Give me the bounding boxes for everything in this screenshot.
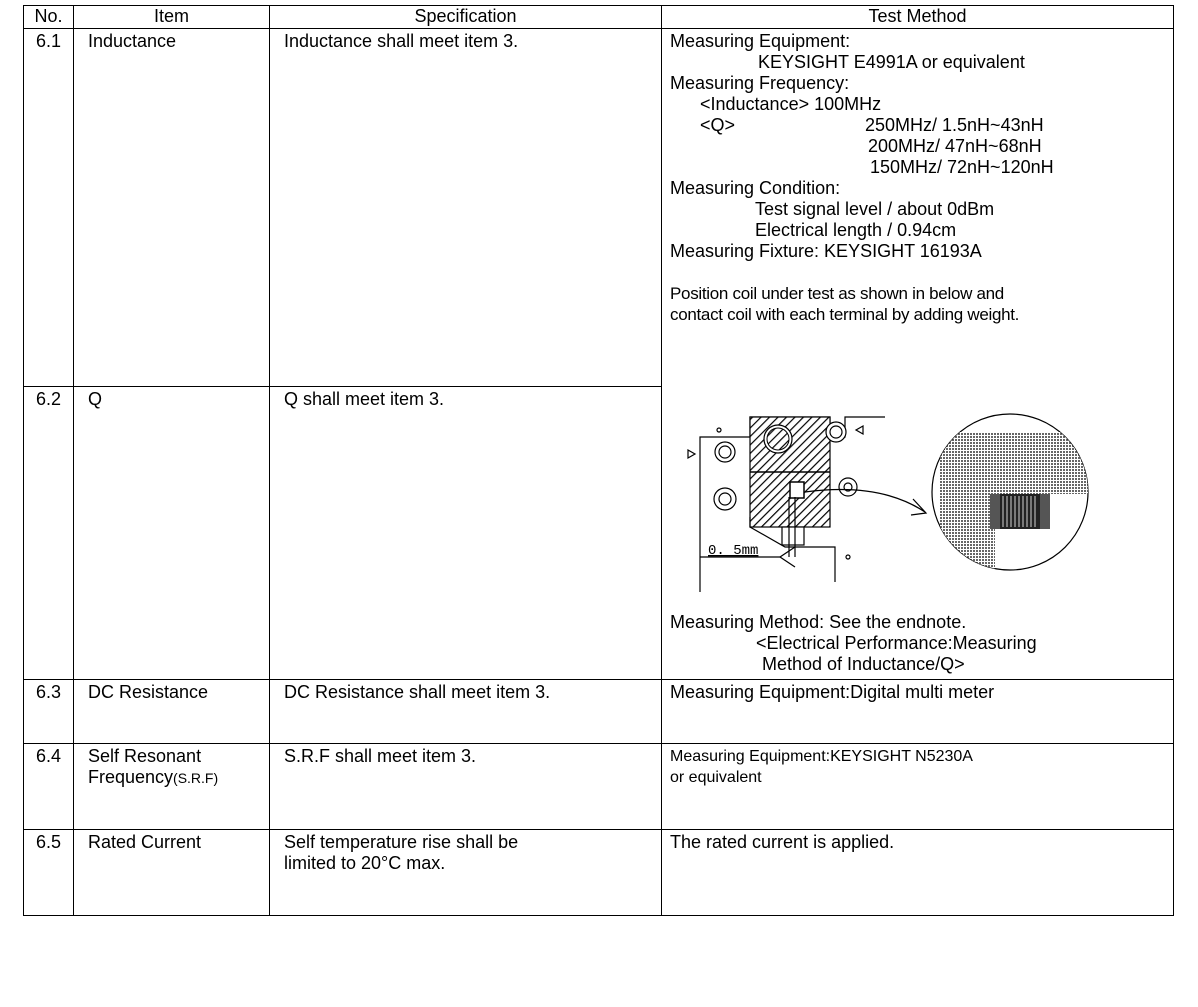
row-spec: DC Resistance shall meet item 3. (270, 680, 662, 744)
condition-1: Test signal level / about 0dBm (755, 199, 995, 219)
frequency-q-2: 200MHz/ 47nH~68nH (868, 136, 1042, 156)
header-item: Item (74, 6, 270, 29)
frequency-q-1: 250MHz/ 1.5nH~43nH (865, 115, 1044, 135)
measuring-method-ref-1: <Electrical Performance:Measuring (756, 632, 1037, 653)
equipment-value: KEYSIGHT E4991A or equivalent (758, 52, 1025, 72)
condition-label: Measuring Condition: (670, 178, 841, 198)
row-item: Q (74, 387, 270, 680)
frequency-q-label: <Q> (700, 115, 736, 135)
row-no: 6.1 (24, 29, 74, 387)
test-method-measuring-setup (662, 29, 1174, 387)
item-line-1: Self Resonant (88, 746, 202, 766)
header-specification: Specification (270, 6, 662, 29)
frequency-q-3: 150MHz/ 72nH~120nH (870, 157, 1054, 177)
row-no: 6.3 (24, 680, 74, 744)
table-row (24, 29, 1174, 387)
header-row (24, 6, 1174, 29)
row-item: Rated Current (74, 830, 270, 916)
row-no: 6.4 (24, 744, 74, 830)
row-item: DC Resistance (74, 680, 270, 744)
row-spec: Inductance shall meet item 3. (270, 29, 662, 387)
equipment-label: Measuring Equipment: (670, 31, 851, 51)
row-spec: S.R.F shall meet item 3. (270, 744, 662, 830)
position-line-1: Position coil under test as shown in below and (670, 284, 1004, 303)
item-line-2b: (S.R.F) (173, 770, 219, 786)
measuring-method-label: Measuring Method: See the endnote. (670, 611, 967, 632)
position-line-2: contact coil with each terminal by adding weight. (670, 305, 1020, 324)
table-row (24, 680, 1174, 744)
spacer (670, 262, 1173, 283)
method-line-2: or equivalent (670, 769, 762, 786)
test-method-figure (662, 387, 1174, 680)
frequency-inductance: <Inductance> 100MHz (700, 94, 882, 114)
fixture-body (688, 417, 926, 592)
fixture-diagram (670, 397, 1165, 592)
row-no: 6.5 (24, 830, 74, 916)
row-method (662, 744, 1174, 830)
measuring-method (670, 612, 1173, 675)
item-line-2 (88, 767, 269, 789)
table-row (24, 744, 1174, 830)
test-spec-table (23, 5, 1174, 916)
row-item (74, 744, 270, 830)
table-row (24, 830, 1174, 916)
header-test-method: Test Method (662, 6, 1174, 29)
frequency-label: Measuring Frequency: (670, 73, 850, 93)
row-no: 6.2 (24, 387, 74, 680)
table-row (24, 387, 1174, 680)
row-item: Inductance (74, 29, 270, 387)
spec-line-1: Self temperature rise shall be (284, 832, 519, 852)
row-spec (270, 830, 662, 916)
row-method: The rated current is applied. (662, 830, 1174, 916)
row-spec: Q shall meet item 3. (270, 387, 662, 680)
item-line-2a: Frequency (88, 767, 174, 787)
condition-2: Electrical length / 0.94cm (755, 220, 957, 240)
method-line-1: Measuring Equipment:KEYSIGHT N5230A (670, 748, 973, 765)
header-no: No. (24, 6, 74, 29)
fixture: Measuring Fixture: KEYSIGHT 16193A (670, 241, 982, 261)
figure-dimension-label: 0. 5mm (708, 542, 759, 559)
magnified-view (932, 414, 1090, 574)
frequency-q-row (670, 115, 1173, 136)
spec-line-2: limited to 20°C max. (284, 853, 446, 873)
row-method: Measuring Equipment:Digital multi meter (662, 680, 1174, 744)
measuring-method-ref-2: Method of Inductance/Q> (762, 653, 965, 674)
